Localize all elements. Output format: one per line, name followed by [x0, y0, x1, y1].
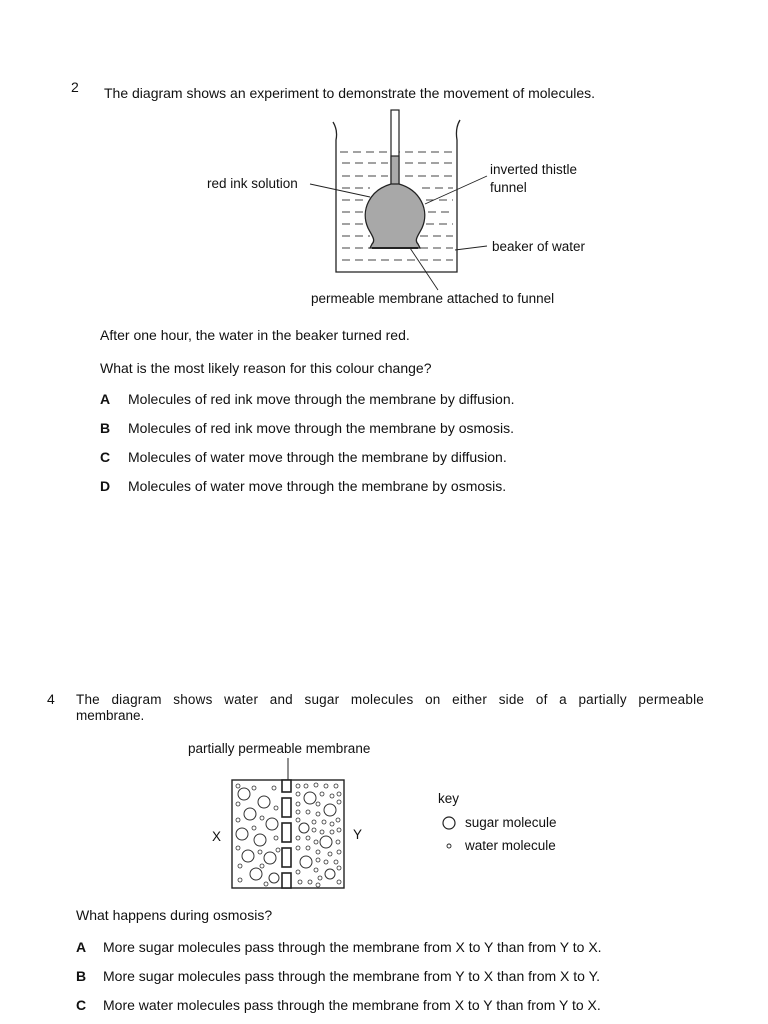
label-inverted-thistle: inverted thistle [490, 162, 578, 177]
q4-option-c-text[interactable]: More water molecules pass through the membrane from X to Y than from Y to X. [103, 997, 601, 1013]
q2-option-b-letter: B [100, 420, 111, 436]
label-permeable-membrane: permeable membrane attached to funnel [311, 291, 555, 306]
q4-option-b-text[interactable]: More sugar molecules pass through the membrane from Y to X than from X to Y. [103, 968, 600, 984]
water-molecule-icon [444, 841, 454, 851]
q2-option-b-text[interactable]: Molecules of red ink move through the membrane by osmosis. [128, 420, 514, 436]
label-funnel: funnel [490, 180, 527, 195]
q4-option-a-letter: A [76, 939, 87, 955]
q2-option-d-letter: D [100, 478, 111, 494]
q2-option-a-letter: A [100, 391, 111, 407]
label-y: Y [353, 827, 363, 842]
q4-option-c-letter: C [76, 997, 87, 1013]
key-water-label: water molecule [465, 838, 556, 853]
label-x: X [212, 829, 222, 844]
key-sugar-label: sugar molecule [465, 815, 557, 830]
q2-option-c-text[interactable]: Molecules of water move through the membrane by diffusion. [128, 449, 507, 465]
q2-option-c-letter: C [100, 449, 111, 465]
question-4-stem-line2: membrane. [76, 708, 145, 723]
question-2-stem: The diagram shows an experiment to demonstrate the movement of molecules. [104, 85, 596, 101]
q2-option-d-text[interactable]: Molecules of water move through the membrane by osmosis. [128, 478, 507, 494]
osmosis-membrane-diagram [226, 758, 366, 898]
question-4-number: 4 [47, 691, 55, 707]
question-2-prompt: What is the most likely reason for this colour change? [100, 360, 432, 376]
q4-option-a-text[interactable]: More sugar molecules pass through the membrane from X to Y than from Y to X. [103, 939, 602, 955]
question-4-stem-line1: The diagram shows water and sugar molecules on either side of a partially permeable [76, 692, 704, 707]
q2-option-a-text[interactable]: Molecules of red ink move through the membrane by diffusion. [128, 391, 515, 407]
q4-option-b-letter: B [76, 968, 87, 984]
key-title: key [438, 791, 460, 806]
label-red-ink-solution: red ink solution [207, 176, 298, 191]
question-4-prompt: What happens during osmosis? [76, 907, 273, 923]
question-2-number: 2 [71, 79, 79, 95]
sugar-molecule-icon [441, 815, 457, 831]
label-partially-permeable-membrane: partially permeable membrane [188, 741, 371, 756]
question-2-observation: After one hour, the water in the beaker turned red. [100, 327, 410, 343]
label-beaker-of-water: beaker of water [492, 239, 586, 254]
thistle-funnel-diagram [0, 100, 768, 400]
